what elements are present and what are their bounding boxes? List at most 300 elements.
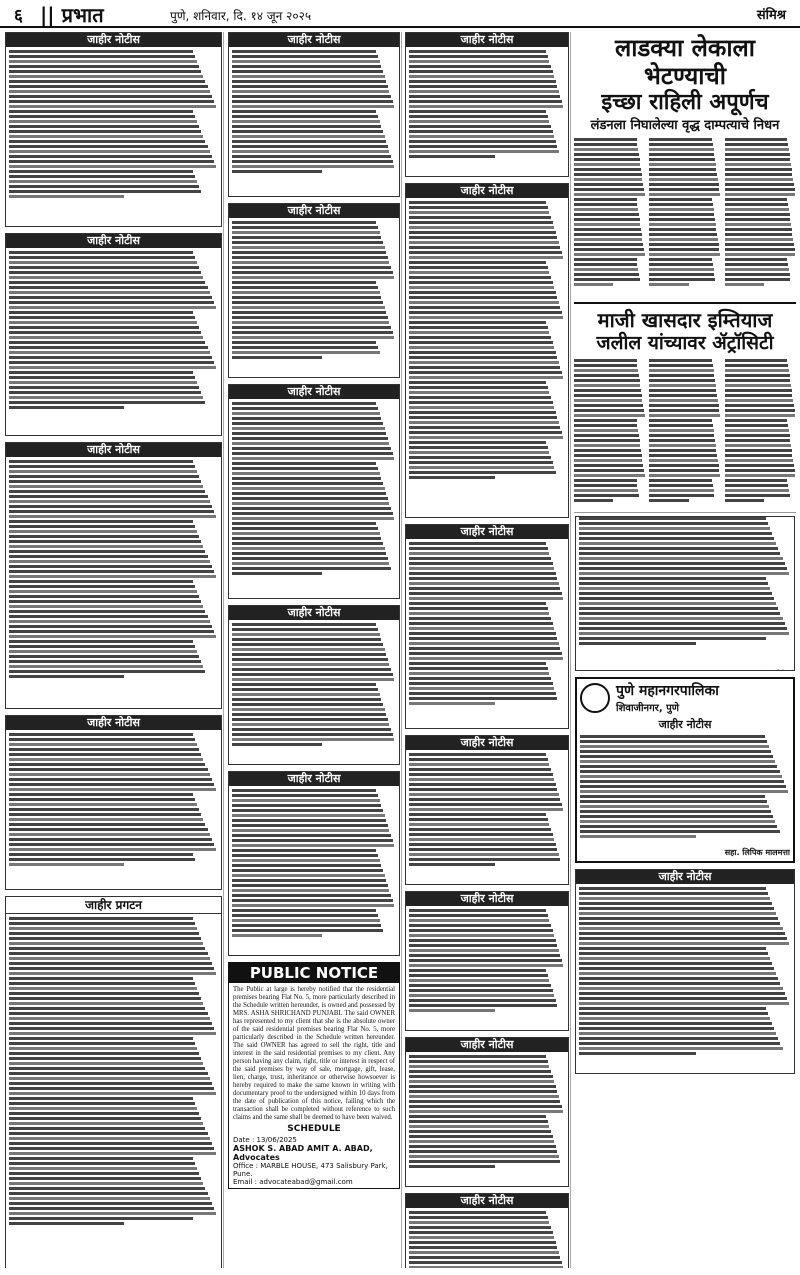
notice-heading: जाहीर नोटीस <box>576 870 794 884</box>
text-line <box>232 859 380 862</box>
text-line <box>232 276 394 279</box>
text-line <box>9 947 205 950</box>
text-line <box>232 703 383 706</box>
text-line <box>649 163 715 166</box>
text-line <box>9 75 203 78</box>
text-line <box>232 557 388 560</box>
notice-heading: जाहीर नोटीस <box>229 33 399 47</box>
text-line <box>409 231 556 234</box>
text-line <box>649 434 714 437</box>
text-line <box>232 728 391 731</box>
text-line <box>649 444 715 447</box>
text-line <box>409 471 556 474</box>
text-line <box>232 552 386 555</box>
text-line <box>649 238 717 241</box>
text-line <box>649 283 688 286</box>
text-line <box>9 962 212 965</box>
text-line <box>580 785 786 788</box>
text-line <box>725 494 790 497</box>
text-line <box>580 805 769 808</box>
text-line <box>232 160 393 163</box>
legal-notice <box>405 735 569 885</box>
text-line <box>9 391 201 394</box>
notice-heading: जाहीर नोटीस <box>406 33 568 47</box>
text-line <box>409 1055 546 1058</box>
text-line <box>232 437 388 440</box>
notice-body-text <box>232 623 396 765</box>
text-line <box>232 100 393 103</box>
text-line <box>725 238 793 241</box>
text-line <box>232 829 389 832</box>
text-line <box>9 301 214 304</box>
text-line <box>579 967 774 970</box>
text-line <box>579 972 776 975</box>
text-line <box>725 419 788 422</box>
text-line <box>232 934 322 937</box>
text-line <box>9 818 203 821</box>
text-line <box>409 662 546 665</box>
text-line <box>574 469 644 472</box>
text-line <box>9 1077 210 1080</box>
text-line <box>579 527 770 530</box>
text-line <box>409 95 560 98</box>
notice-body-text <box>9 50 218 227</box>
text-line <box>232 678 394 681</box>
text-line <box>649 409 719 412</box>
text-line <box>9 276 203 279</box>
text-line <box>9 838 212 841</box>
text-line <box>232 708 385 711</box>
text-line <box>9 356 212 359</box>
text-line <box>649 364 712 367</box>
text-line <box>9 190 201 193</box>
text-line <box>9 630 214 633</box>
notice-body-text <box>9 460 218 709</box>
text-line <box>409 75 554 78</box>
text-line <box>409 426 560 429</box>
text-line <box>232 251 386 254</box>
text-line <box>9 1137 210 1140</box>
text-line <box>725 243 794 246</box>
text-line <box>232 789 376 792</box>
text-line <box>725 278 791 281</box>
text-line <box>9 510 214 513</box>
text-line <box>232 140 386 143</box>
text-line <box>232 105 394 108</box>
text-line <box>409 65 551 68</box>
text-line <box>649 258 712 261</box>
text-line <box>409 396 551 399</box>
text-line <box>9 296 212 299</box>
text-line <box>409 1125 549 1128</box>
text-line <box>232 110 376 113</box>
text-line <box>409 321 546 324</box>
text-line <box>409 376 563 379</box>
text-line <box>574 409 644 412</box>
text-line <box>574 494 639 497</box>
text-line <box>9 110 193 113</box>
text-line <box>409 1216 548 1219</box>
article-column <box>649 359 720 509</box>
text-line <box>232 899 393 902</box>
text-line <box>9 85 208 88</box>
text-line <box>409 266 548 269</box>
text-line <box>409 612 549 615</box>
text-line <box>409 1226 551 1229</box>
text-line <box>409 652 562 655</box>
text-line <box>409 984 551 987</box>
text-line <box>649 223 715 226</box>
text-line <box>9 520 193 523</box>
text-line <box>409 115 548 118</box>
text-line <box>580 775 782 778</box>
text-line <box>232 698 381 701</box>
text-line <box>574 479 637 482</box>
text-line <box>232 718 388 721</box>
text-line <box>580 745 769 748</box>
text-line <box>9 130 201 133</box>
pmc-notice-heading: जाहीर नोटीस <box>658 718 712 731</box>
text-line <box>232 824 388 827</box>
legal-notice <box>575 516 795 671</box>
text-line <box>409 316 563 319</box>
legal-notice <box>405 1193 569 1268</box>
text-line <box>232 894 391 897</box>
text-line <box>574 364 637 367</box>
text-line <box>574 253 645 256</box>
text-line <box>409 361 559 364</box>
text-line <box>9 100 214 103</box>
text-line <box>579 937 787 940</box>
text-line <box>9 1052 199 1055</box>
text-line <box>409 808 563 811</box>
notice-body-text <box>9 917 218 1268</box>
text-line <box>725 434 790 437</box>
text-line <box>9 545 203 548</box>
text-line <box>409 1140 554 1143</box>
text-line <box>9 381 197 384</box>
text-line <box>409 226 554 229</box>
text-line <box>9 660 201 663</box>
notice-heading: जाहीर नोटीस <box>229 606 399 620</box>
text-line <box>409 773 553 776</box>
text-line <box>725 369 789 372</box>
text-line <box>9 155 212 158</box>
text-line <box>725 374 790 377</box>
text-line <box>649 268 713 271</box>
text-line <box>232 462 376 465</box>
text-line <box>409 80 556 83</box>
notice-heading: जाहीर नोटीस <box>406 892 568 906</box>
public-proclamation <box>5 896 222 1268</box>
notice-heading: जाहीर नोटीस <box>6 234 221 248</box>
text-line <box>409 803 562 806</box>
text-line <box>232 562 389 565</box>
text-line <box>9 1087 214 1090</box>
text-line <box>574 499 613 502</box>
headline-subtitle: लंडनला निघालेल्या वृद्ध दाम्पत्याचे निधन <box>590 118 780 133</box>
legal-notice <box>228 771 400 956</box>
text-line <box>574 168 641 171</box>
text-line <box>574 379 640 382</box>
text-line <box>409 391 549 394</box>
legal-notice <box>5 233 222 436</box>
legal-notice <box>405 1037 569 1187</box>
text-line <box>409 702 495 705</box>
text-line <box>649 228 716 231</box>
text-line <box>579 987 783 990</box>
text-line <box>232 457 394 460</box>
text-line <box>9 386 199 389</box>
text-line <box>574 163 640 166</box>
text-line <box>725 454 793 457</box>
text-line <box>579 942 789 945</box>
news-article-body <box>574 359 796 509</box>
text-line <box>579 517 766 520</box>
text-line <box>725 268 789 271</box>
text-line <box>409 647 560 650</box>
text-line <box>409 914 548 917</box>
text-line <box>649 233 717 236</box>
text-line <box>409 627 554 630</box>
text-line <box>409 456 551 459</box>
text-line <box>232 864 381 867</box>
text-line <box>9 135 203 138</box>
text-line <box>232 547 385 550</box>
text-line <box>9 1147 214 1150</box>
text-line <box>9 977 193 980</box>
text-line <box>232 904 394 907</box>
headline-news-2-line-2: जलील यांच्यावर ॲट्रॉसिटी <box>596 332 774 354</box>
schedule-heading: SCHEDULE <box>287 1124 341 1134</box>
text-line <box>409 1075 553 1078</box>
text-line <box>725 283 764 286</box>
text-line <box>9 768 208 771</box>
text-line <box>9 917 193 920</box>
text-line <box>9 733 193 736</box>
text-line <box>580 810 771 813</box>
text-line <box>649 394 717 397</box>
text-line <box>409 286 554 289</box>
text-line <box>232 487 385 490</box>
notice-body-text <box>409 201 565 518</box>
text-line <box>409 939 556 942</box>
text-line <box>579 1017 770 1020</box>
pmc-header <box>580 682 790 714</box>
text-line <box>9 803 197 806</box>
text-line <box>232 512 393 515</box>
text-line <box>580 825 777 828</box>
text-line <box>649 203 712 206</box>
text-line <box>580 750 771 753</box>
text-line <box>409 1241 556 1244</box>
text-line <box>725 359 788 362</box>
text-line <box>232 834 391 837</box>
text-line <box>9 465 195 468</box>
text-line <box>409 140 556 143</box>
notice-heading: जाहीर नोटीस <box>6 443 221 457</box>
text-line <box>574 243 643 246</box>
notice-body-text <box>409 753 565 885</box>
text-line <box>409 1261 562 1264</box>
text-line <box>579 1037 778 1040</box>
text-line <box>9 793 193 796</box>
text-line <box>574 374 639 377</box>
column-2 <box>227 32 402 1268</box>
text-line <box>232 120 380 123</box>
text-line <box>9 605 203 608</box>
text-line <box>409 406 554 409</box>
text-line <box>649 273 714 276</box>
text-line <box>579 887 766 890</box>
text-line <box>409 100 562 103</box>
text-line <box>9 843 214 846</box>
text-line <box>9 401 205 404</box>
text-line <box>409 823 549 826</box>
text-line <box>232 321 389 324</box>
text-line <box>232 668 391 671</box>
text-line <box>9 635 216 638</box>
legal-notice <box>405 524 569 729</box>
text-line <box>232 402 376 405</box>
notice-heading: जाहीर नोटीस <box>6 33 221 47</box>
text-line <box>580 795 765 798</box>
text-line <box>232 804 381 807</box>
text-line <box>9 1207 214 1210</box>
text-line <box>580 765 777 768</box>
text-line <box>409 261 546 264</box>
text-line <box>9 937 201 940</box>
text-line <box>649 213 714 216</box>
text-line <box>725 479 788 482</box>
notice-body-text <box>579 517 791 667</box>
text-line <box>409 256 563 259</box>
text-line <box>232 839 393 842</box>
text-line <box>232 743 322 746</box>
text-line <box>9 470 197 473</box>
text-line <box>574 459 642 462</box>
text-line <box>409 853 559 856</box>
text-line <box>579 582 768 585</box>
text-line <box>579 1042 780 1045</box>
text-line <box>725 424 788 427</box>
text-line <box>9 316 195 319</box>
text-line <box>649 374 714 377</box>
text-line <box>409 934 554 937</box>
text-line <box>9 286 208 289</box>
text-line <box>9 778 212 781</box>
text-line <box>9 460 193 463</box>
text-line <box>579 952 768 955</box>
text-line <box>409 466 554 469</box>
text-line <box>232 572 322 575</box>
text-line <box>649 148 713 151</box>
text-line <box>9 406 124 409</box>
text-line <box>579 617 783 620</box>
column-4 <box>574 32 796 1268</box>
text-line <box>9 1142 212 1145</box>
text-line <box>9 555 208 558</box>
pmc-notice <box>575 677 795 863</box>
text-line <box>9 1202 212 1205</box>
pmc-name: पुणे महानगरपालिका <box>616 683 719 699</box>
text-line <box>9 1162 195 1165</box>
text-line <box>9 1057 201 1060</box>
text-line <box>409 783 556 786</box>
text-line <box>725 223 791 226</box>
text-line <box>574 384 640 387</box>
notice-body-text <box>409 50 565 177</box>
text-line <box>574 228 641 231</box>
text-line <box>232 653 386 656</box>
text-line <box>409 582 559 585</box>
text-line <box>649 404 718 407</box>
text-line <box>409 1135 553 1138</box>
text-line <box>9 798 195 801</box>
text-line <box>9 615 208 618</box>
text-line <box>9 675 124 678</box>
text-line <box>409 331 549 334</box>
text-line <box>649 399 717 402</box>
text-line <box>574 268 638 271</box>
text-line <box>409 632 556 635</box>
text-line <box>409 1105 562 1108</box>
text-line <box>9 165 216 168</box>
text-line <box>725 233 793 236</box>
text-line <box>579 1027 774 1030</box>
text-line <box>9 1007 205 1010</box>
text-line <box>574 484 637 487</box>
text-line <box>9 580 193 583</box>
text-line <box>409 642 559 645</box>
text-line <box>409 1160 560 1163</box>
text-line <box>409 838 554 841</box>
text-line <box>579 537 774 540</box>
text-line <box>9 306 216 309</box>
text-line <box>232 919 380 922</box>
text-line <box>579 587 770 590</box>
text-line <box>725 429 789 432</box>
text-line <box>725 273 790 276</box>
text-line <box>9 987 197 990</box>
text-line <box>579 552 780 555</box>
text-line <box>409 1256 560 1259</box>
text-line <box>409 1120 548 1123</box>
legal-notice <box>228 203 400 378</box>
text-line <box>409 944 557 947</box>
text-line <box>409 1236 554 1239</box>
text-line <box>9 1132 208 1135</box>
text-line <box>232 502 389 505</box>
text-line <box>579 572 789 575</box>
text-line <box>725 263 788 266</box>
text-line <box>232 286 378 289</box>
text-line <box>725 389 792 392</box>
legal-notice <box>405 891 569 1031</box>
text-line <box>409 236 557 239</box>
text-line <box>9 1022 212 1025</box>
text-line <box>649 414 720 417</box>
text-line <box>9 1092 216 1095</box>
text-line <box>232 819 386 822</box>
text-line <box>9 1012 208 1015</box>
text-line <box>9 595 199 598</box>
text-line <box>409 989 553 992</box>
text-line <box>9 475 199 478</box>
text-line <box>9 396 203 399</box>
text-line <box>9 560 210 563</box>
text-line <box>649 464 718 467</box>
